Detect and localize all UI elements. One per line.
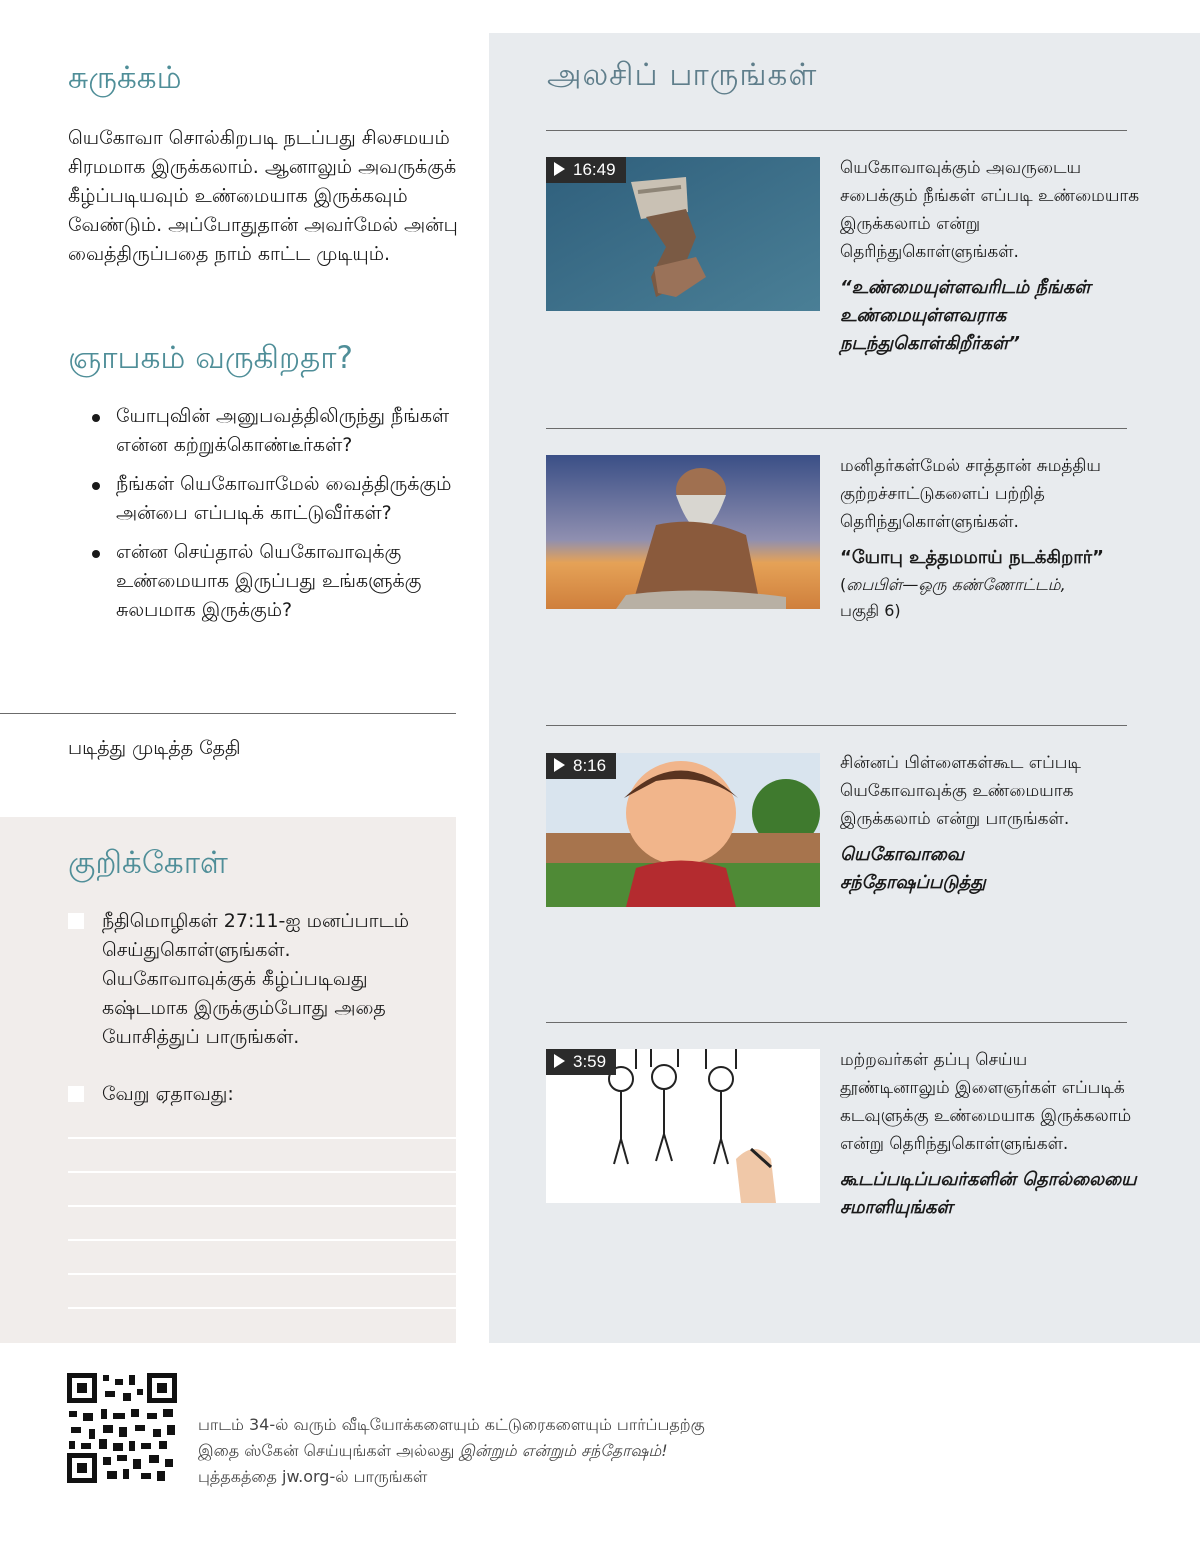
write-line[interactable] bbox=[68, 1205, 456, 1207]
video-duration: 8:16 bbox=[546, 753, 616, 779]
video-info bbox=[840, 749, 1140, 897]
review-item: என்ன செய்தால் யெகோவாவுக்கு உண்மையாக இருப்பது உங்களுக்கு சுலபமாக இருக்கும்? bbox=[92, 538, 462, 625]
divider bbox=[546, 725, 1127, 726]
video-thumbnail[interactable] bbox=[546, 753, 820, 907]
divider bbox=[546, 130, 1127, 131]
video-thumbnail[interactable] bbox=[546, 157, 820, 311]
video-info bbox=[840, 452, 1140, 624]
explore-heading: அலசிப் பாருங்கள் bbox=[547, 57, 818, 93]
write-line[interactable] bbox=[68, 1239, 456, 1241]
divider bbox=[546, 1022, 1127, 1023]
video-source: (பைபிள்—ஒரு கண்ணோட்டம், பகுதி 6) bbox=[840, 575, 1066, 620]
review-list bbox=[92, 402, 462, 635]
write-line[interactable] bbox=[68, 1307, 456, 1309]
goal-item-text: வேறு ஏதாவது: bbox=[102, 1083, 234, 1105]
review-item: நீங்கள் யெகோவாமேல் வைத்திருக்கும் அன்பை எப்படிக் காட்டுவீர்கள்? bbox=[92, 470, 462, 528]
video-description: மற்றவர்கள் தப்பு செய்ய தூண்டினாலும் இளைஞர்கள் எப்படிக் கடவுளுக்கு உண்மையாக இருக்கலாம் என்று தெரிந்துகொள்ளுங்கள். bbox=[840, 1050, 1132, 1154]
video-title[interactable]: “உண்மையுள்ளவரிடம் நீங்கள் உண்மையுள்ளவராக நடந்துகொள்கிறீர்கள்” bbox=[840, 277, 1091, 354]
video-duration: 3:59 bbox=[546, 1049, 616, 1075]
summary-heading: சுருக்கம் bbox=[68, 60, 182, 96]
write-line[interactable] bbox=[68, 1273, 456, 1275]
goal-checkbox[interactable] bbox=[68, 1086, 84, 1102]
video-description: சின்னப் பிள்ளைகள்கூட எப்படி யெகோவாவுக்கு உண்மையாக இருக்கலாம் என்று பாருங்கள். bbox=[840, 753, 1081, 829]
video-duration: 16:49 bbox=[546, 157, 626, 183]
video-title[interactable]: யெகோவாவை சந்தோஷப்படுத்து bbox=[840, 844, 986, 893]
video-description: மனிதர்கள்மேல் சாத்தான் சுமத்திய குற்றச்சாட்டுகளைப் பற்றித் தெரிந்துகொள்ளுங்கள். bbox=[840, 456, 1102, 532]
video-thumbnail[interactable] bbox=[546, 455, 820, 609]
write-line[interactable] bbox=[68, 1137, 456, 1139]
play-icon bbox=[554, 758, 565, 772]
video-title[interactable]: கூடப்படிப்பவர்களின் தொல்லையை சமாளியுங்கள் bbox=[840, 1169, 1137, 1218]
completed-date-label: படித்து முடித்த தேதி bbox=[68, 737, 241, 759]
summary-text: யெகோவா சொல்கிறபடி நடப்பது சிலசமயம் சிரமமாக இருக்கலாம். ஆனாலும் அவருக்குக் கீழ்ப்படியவும் உண்மையாக இருக்கவும் வேண்டும். அப்போதுதான் அவர்மேல் அன்பு வைத்திருப்பதை நாம் காட்ட முடியும். bbox=[68, 127, 458, 265]
review-heading: ஞாபகம் வருகிறதா? bbox=[68, 340, 353, 376]
job-image bbox=[546, 455, 820, 609]
goal-checkbox[interactable] bbox=[68, 913, 84, 929]
qr-code-icon[interactable] bbox=[67, 1373, 177, 1483]
goal-heading: குறிக்கோள் bbox=[68, 845, 228, 881]
play-icon bbox=[554, 162, 565, 176]
write-line[interactable] bbox=[68, 1171, 456, 1173]
goal-item-text: நீதிமொழிகள் 27:11-ஐ மனப்பாடம் செய்துகொள்ளுங்கள். யெகோவாவுக்குக் கீழ்ப்படிவது கஷ்டமாக இருக்கும்போது அதை யோசித்துப் பாருங்கள். bbox=[102, 910, 410, 1048]
video-thumbnail[interactable] bbox=[546, 1049, 820, 1203]
goal-item-other[interactable] bbox=[68, 1080, 438, 1109]
review-item: யோபுவின் அனுபவத்திலிருந்து நீங்கள் என்ன கற்றுக்கொண்டீர்கள்? bbox=[92, 402, 462, 460]
video-title[interactable]: “யோபு உத்தமமாய் நடக்கிறார்” bbox=[840, 547, 1104, 568]
goal-item[interactable] bbox=[68, 907, 438, 1052]
play-icon bbox=[554, 1054, 565, 1068]
video-description: யெகோவாவுக்கும் அவருடைய சபைக்கும் நீங்கள் எப்படி உண்மையாக இருக்கலாம் என்று தெரிந்துகொள்ளுங்கள். bbox=[840, 158, 1140, 262]
divider bbox=[0, 713, 456, 714]
video-info bbox=[840, 1046, 1140, 1222]
footer-text: பாடம் 34-ல் வரும் வீடியோக்களையும் கட்டுரைகளையும் பார்ப்பதற்கு இதை ஸ்கேன் செய்யுங்கள் அல்லது இன்றும் என்றும் சந்தோஷம்! புத்தகத்தை jw.org-ல் பாருங்கள் bbox=[198, 1415, 705, 1486]
video-info bbox=[840, 154, 1140, 358]
book-title[interactable]: இன்றும் என்றும் சந்தோஷம்! bbox=[459, 1441, 668, 1460]
divider bbox=[546, 428, 1127, 429]
